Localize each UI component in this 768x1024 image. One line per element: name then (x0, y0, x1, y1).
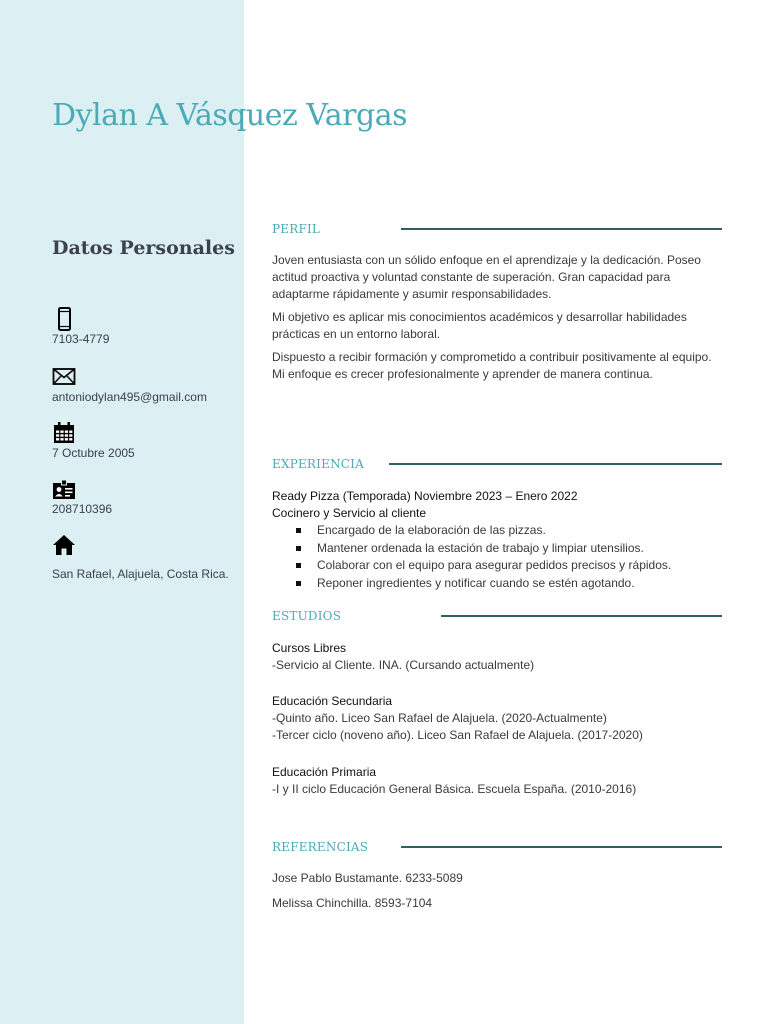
section-divider (441, 615, 722, 617)
envelope-icon (52, 365, 76, 389)
section-divider (389, 463, 722, 465)
reference-item: Melissa Chinchilla. 8593-7104 (272, 896, 433, 910)
personal-data-title: Datos Personales (52, 237, 235, 259)
perfil-text (272, 252, 722, 389)
education-item: -Tercer ciclo (noveno año). Liceo San Rafael de Alajuela. (2017-2020) (272, 728, 643, 742)
perfil-paragraph: Mi objetivo es aplicar mis conocimientos académicos y desarrollar habilidades prácticas en un entorno laboral. (272, 310, 687, 341)
section-header-perfil (272, 222, 722, 236)
section-header-estudios (272, 609, 722, 623)
section-title-experiencia: EXPERIENCIA (272, 457, 364, 471)
home-icon (52, 533, 76, 557)
perfil-paragraph: Dispuesto a recibir formación y comprometido a contribuir positivamente al equipo. Mi enfoque es crecer profesionalmente y aprender de manera continua. (272, 350, 712, 381)
contact-birthdate (52, 421, 242, 460)
address-text: San Rafael, Alajuela, Costa Rica. (52, 567, 229, 581)
list-item: Colaborar con el equipo para asegurar pedidos precisos y rápidos. (272, 557, 722, 575)
resume-name: Dylan A Vásquez Vargas (52, 98, 407, 133)
list-item: Mantener ordenada la estación de trabajo y limpiar utensilios. (272, 540, 722, 558)
contact-address (52, 533, 242, 581)
contact-email (52, 365, 242, 404)
education-title: Educación Primaria (272, 765, 377, 779)
education-title: Educación Secundaria (272, 694, 393, 708)
section-title-estudios: ESTUDIOS (272, 609, 342, 623)
section-divider (401, 228, 722, 230)
calendar-icon (52, 421, 76, 445)
education-group (272, 640, 722, 674)
contact-phone (52, 307, 242, 346)
education-title: Cursos Libres (272, 641, 347, 655)
section-title-referencias: REFERENCIAS (272, 840, 369, 854)
section-divider (401, 846, 722, 848)
experience-block (272, 488, 722, 592)
contact-id (52, 477, 242, 516)
id-number-text: 208710396 (52, 502, 113, 516)
section-title-perfil: PERFIL (272, 222, 321, 236)
education-item: -Servicio al Cliente. INA. (Cursando actualmente) (272, 658, 535, 672)
perfil-paragraph: Joven entusiasta con un sólido enfoque en el aprendizaje y la dedicación. Poseo actitud proactiva y voluntad constante de superación. Gran capacidad para adaptarme rápidamente y asumir responsabilidades. (272, 253, 701, 301)
section-header-experiencia (272, 457, 722, 471)
education-group (272, 693, 722, 744)
education-item: -I y II ciclo Educación General Básica. Escuela España. (2010-2016) (272, 782, 637, 796)
phone-text: 7103-4779 (52, 332, 110, 346)
job-title: Ready Pizza (Temporada) Noviembre 2023 – Enero 2022 (272, 489, 578, 503)
phone-icon (52, 307, 76, 331)
list-item: Encargado de la elaboración de las pizzas. (272, 522, 722, 540)
birthdate-text: 7 Octubre 2005 (52, 446, 135, 460)
job-role: Cocinero y Servicio al cliente (272, 506, 427, 520)
id-card-icon (52, 477, 76, 501)
section-header-referencias (272, 840, 722, 854)
education-group (272, 764, 722, 798)
email-text: antoniodylan495@gmail.com (52, 390, 207, 404)
education-item: -Quinto año. Liceo San Rafael de Alajuela. (2020-Actualmente) (272, 711, 607, 725)
task-list (272, 522, 722, 592)
list-item: Reponer ingredientes y notificar cuando se estén agotando. (272, 575, 722, 593)
reference-item: Jose Pablo Bustamante. 6233-5089 (272, 871, 463, 885)
